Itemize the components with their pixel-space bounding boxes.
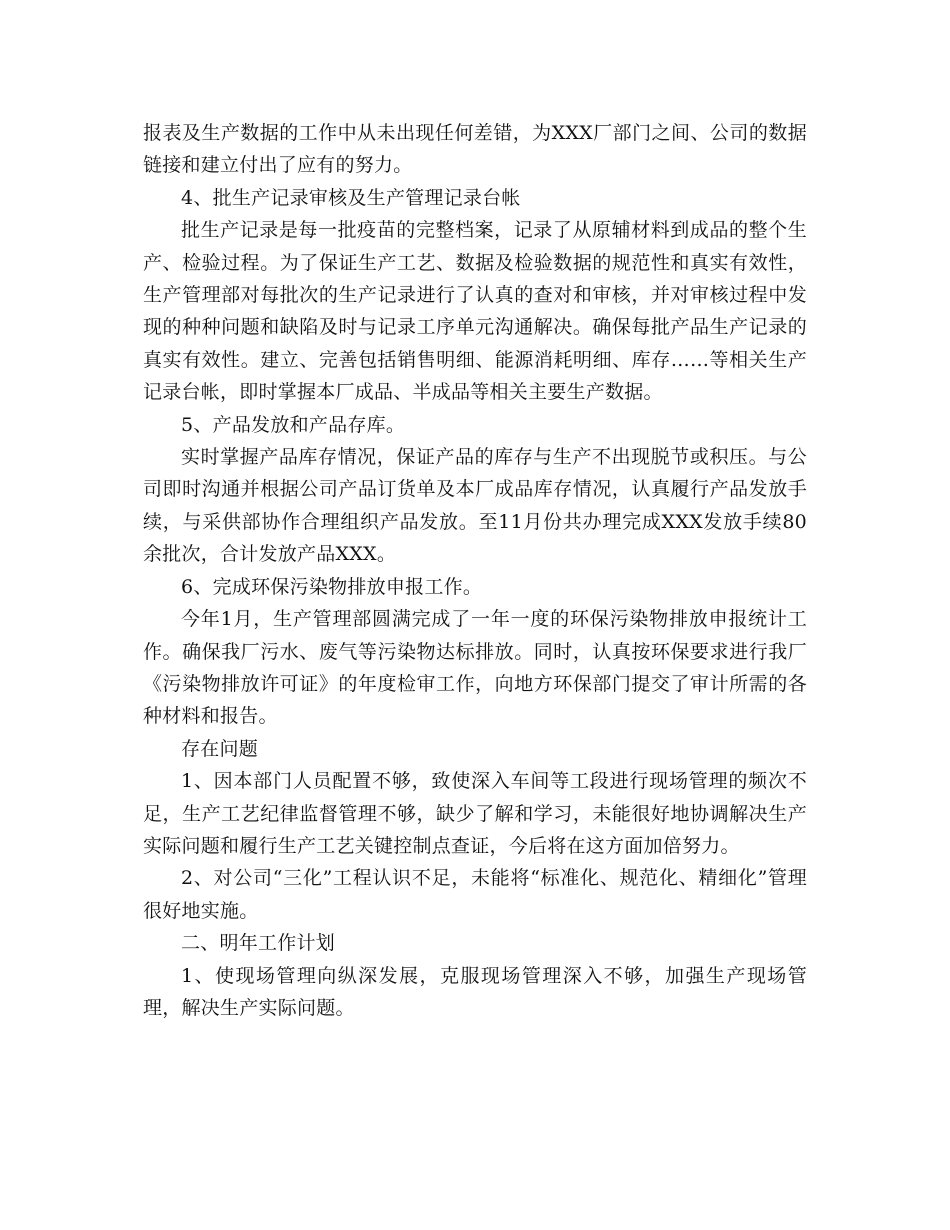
paragraph-problem-2: 2、对公司“三化”工程认识不足，未能将“标准化、规范化、精细化”管理很好地实施。 xyxy=(143,867,807,922)
section-heading-environmental-reporting: 6、完成环保污染物排放申报工作。 xyxy=(181,575,483,598)
section-heading-existing-problems: 存在问题 xyxy=(181,737,259,760)
section-heading-product-release: 5、产品发放和产品存库。 xyxy=(181,413,406,436)
section-heading-next-year-plan: 二、明年工作计划 xyxy=(181,932,336,955)
paragraph-plan-1: 1、使现场管理向纵深发展，克服现场管理深入不够，加强生产现场管理，解决生产实际问题。 xyxy=(143,964,807,1019)
paragraph-continuation: 报表及生产数据的工作中从未出现任何差错，为XXX厂部门之间、公司的数据链接和建立付出了应有的努力。 xyxy=(143,122,807,177)
paragraph-problem-1: 1、因本部门人员配置不够，致使深入车间等工段进行现场管理的频次不足，生产工艺纪律监督管理不够，缺少了解和学习，未能很好地协调解决生产实际问题和履行生产工艺关键控制点查证，今后将在这方面加倍努力。 xyxy=(143,770,807,857)
paragraph-environmental-reporting: 今年1月，生产管理部圆满完成了一年一度的环保污染物排放申报统计工作。确保我厂污水、废气等污染物达标排放。同时，认真按环保要求进行我厂《污染物排放许可证》的年度检审工作，向地方环保部门提交了审计所需的各种材料和报告。 xyxy=(143,608,807,728)
paragraph-batch-records: 批生产记录是每一批疫苗的完整档案，记录了从原辅材料到成品的整个生产、检验过程。为了保证生产工艺、数据及检验数据的规范性和真实有效性，生产管理部对每批次的生产记录进行了认真的查对和审核，并对审核过程中发现的种种问题和缺陷及时与记录工序单元沟通解决。确保每批产品生产记录的真实有效性。建立、完善包括销售明细、能源消耗明细、库存……等相关生产记录台帐，即时掌握本厂成品、半成品等相关主要生产数据。 xyxy=(143,219,807,404)
document-body xyxy=(143,117,807,1024)
section-heading-batch-records: 4、批生产记录审核及生产管理记录台帐 xyxy=(181,186,521,209)
paragraph-product-release: 实时掌握产品库存情况，保证产品的库存与生产不出现脱节或积压。与公司即时沟通并根据公司产品订货单及本厂成品库存情况，认真履行产品发放手续，与采供部协作合理组织产品发放。至11月份共办理完成XXX发放手续80余批次，合计发放产品XXX。 xyxy=(143,446,807,566)
